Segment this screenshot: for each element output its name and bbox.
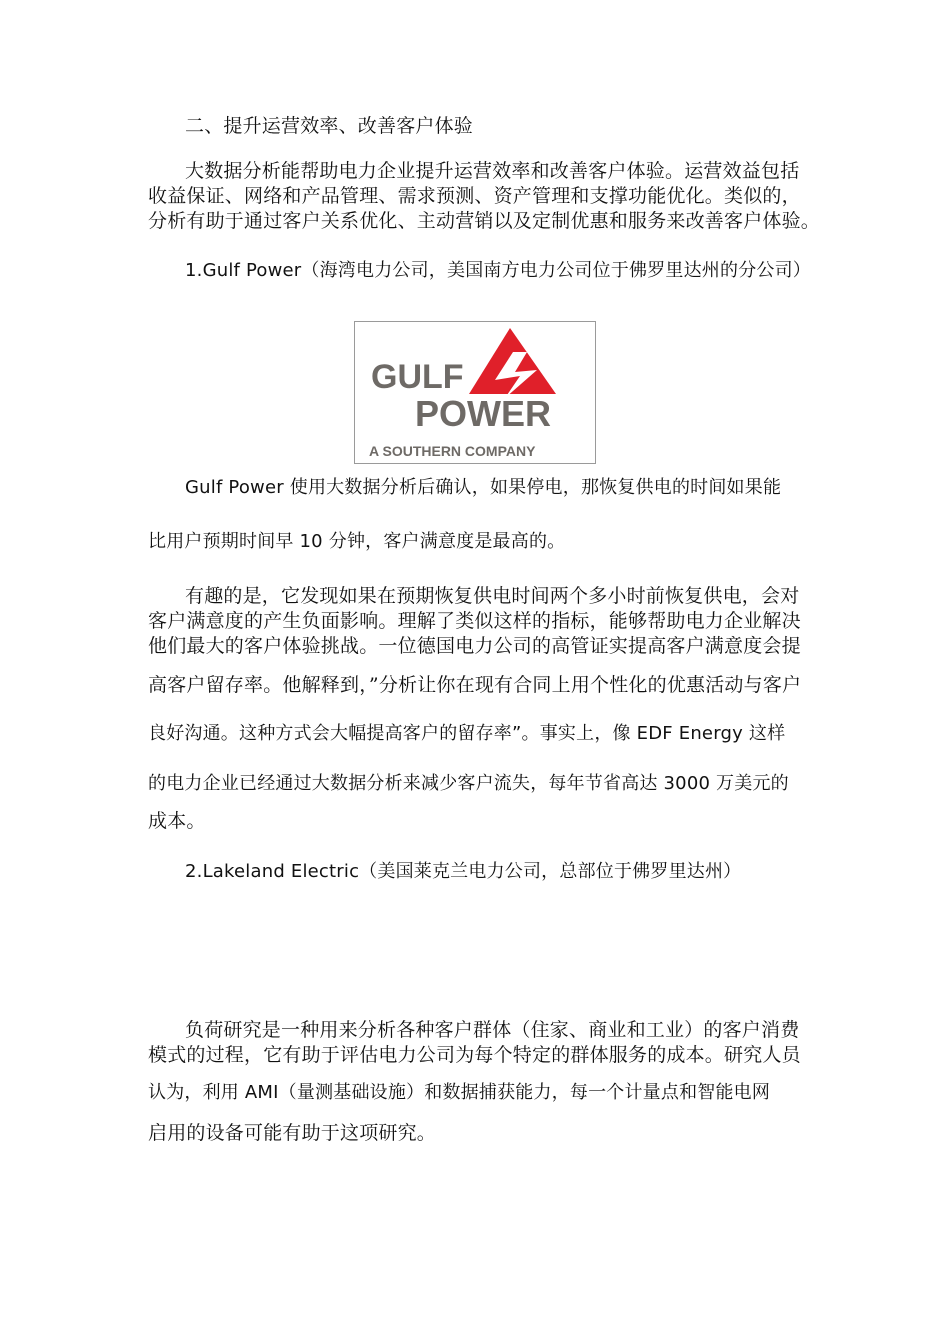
paragraph-line: 收益保证、网络和产品管理、需求预测、资产管理和支撑功能优化。类似的， [148, 185, 801, 207]
logo-text-southern: A SOUTHERN COMPANY [369, 443, 536, 459]
paragraph-line: 分析有助于通过客户关系优化、主动营销以及定制优惠和服务来改善客户体验。 [148, 210, 821, 232]
paragraph-line: 有趣的是，它发现如果在预期恢复供电时间两个多小时前恢复供电，会对 [185, 585, 800, 607]
paragraph-line: 良好沟通。这种方式会大幅提高客户的留存率”。事实上，像 EDF Energy 这样 [148, 723, 786, 744]
paragraph-line: 成本。 [148, 810, 206, 832]
logo-text-power: POWER [415, 393, 552, 434]
section-heading: 二、提升运营效率、改善客户体验 [185, 115, 474, 137]
paragraph-line: 的电力企业已经通过大数据分析来减少客户流失，每年节省高达 3000 万美元的 [148, 773, 789, 794]
paragraph-line: 模式的过程，它有助于评估电力公司为每个特定的群体服务的成本。研究人员 [148, 1044, 801, 1066]
gulf-power-logo-graphic [355, 322, 597, 465]
gulf-power-logo [354, 321, 596, 464]
case-title-lakeland-electric: 2.Lakeland Electric（美国莱克兰电力公司，总部位于佛罗里达州） [185, 861, 742, 882]
paragraph-line: 比用户预期时间早 10 分钟，客户满意度是最高的。 [148, 531, 566, 552]
paragraph-line: 客户满意度的产生负面影响。理解了类似这样的指标，能够帮助电力企业解决 [148, 610, 801, 632]
paragraph-line: 高客户留存率。他解释到，”分析让你在现有合同上用个性化的优惠活动与客户 [148, 674, 802, 696]
logo-text-gulf: GULF [371, 358, 464, 396]
paragraph-line: Gulf Power 使用大数据分析后确认，如果停电，那恢复供电的时间如果能 [185, 477, 782, 498]
paragraph-line: 认为，利用 AMI（量测基础设施）和数据捕获能力，每一个计量点和智能电网 [148, 1082, 771, 1103]
paragraph-line: 启用的设备可能有助于这项研究。 [148, 1122, 437, 1144]
case-title-gulf-power: 1.Gulf Power（海湾电力公司，美国南方电力公司位于佛罗里达州的分公司） [185, 260, 812, 281]
paragraph-line: 他们最大的客户体验挑战。一位德国电力公司的高管证实提高客户满意度会提 [148, 635, 801, 657]
paragraph-line: 大数据分析能帮助电力企业提升运营效率和改善客户体验。运营效益包括 [185, 160, 800, 182]
paragraph-line: 负荷研究是一种用来分析各种客户群体（住家、商业和工业）的客户消费 [185, 1019, 800, 1041]
